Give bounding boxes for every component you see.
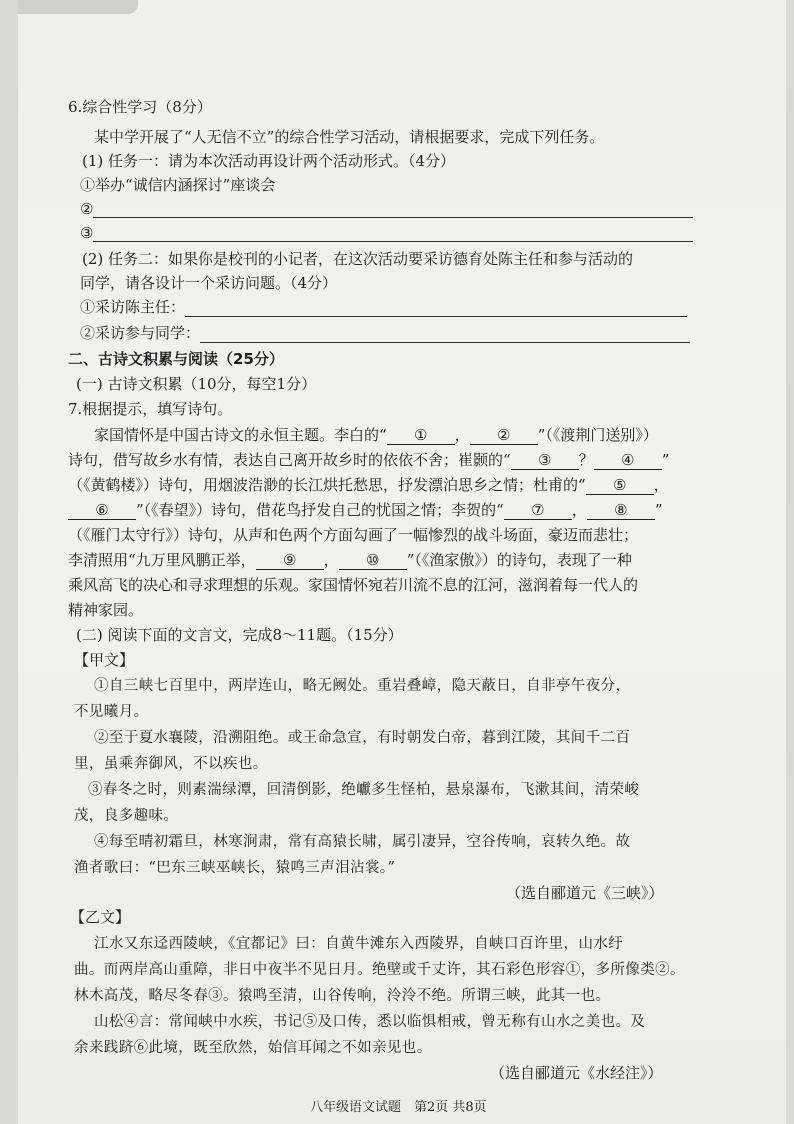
- jia-text-line: ②至于夏水襄陵，沿溯阻绝。或王命急宣，有时朝发白帝，暮到江陵，其间千二百: [94, 730, 631, 746]
- q6-task2-line1: (2) 任务二：如果你是校刊的小记者，在这次活动要采访德育处陈主任和参与活动的: [82, 250, 634, 268]
- poem-blank-10[interactable]: ⑩: [339, 551, 407, 570]
- poem-blank-7[interactable]: ⑦: [504, 501, 572, 520]
- jia-text-line: 不见曦月。: [74, 704, 149, 720]
- jia-text-line: 茂，良多趣味。: [74, 808, 179, 824]
- q6-marker-2: ②: [80, 200, 94, 218]
- q7-line2: 诗句，借写故乡水有情，表达自己离开故乡时的依依不舍；崔颢的“ ③ ？ ④ ”: [68, 451, 670, 469]
- q6-heading: 6.综合性学习（8分）: [68, 98, 212, 116]
- answer-rule: [200, 326, 690, 343]
- q6-marker-3: ③: [80, 224, 94, 242]
- jia-source: （选自郦道元《三峡》）: [506, 884, 664, 902]
- answer-rule: [93, 225, 693, 242]
- section2-heading: 二、古诗文积累与阅读（25分）: [68, 350, 284, 368]
- jia-text-line: 里，虽乘奔御风，不以疾也。: [74, 756, 268, 772]
- q6-answer-line-2[interactable]: [80, 200, 693, 218]
- q7-line4: ⑥ ”（《春望》）诗句，借花鸟抒发自己的忧国之情；李贺的“ ⑦ ， ⑧ ”: [68, 499, 663, 520]
- interview-student-label: ②采访参与同学：: [80, 324, 201, 342]
- interview-director-label: ①采访陈主任：: [80, 298, 186, 316]
- yi-label: 【乙文】: [70, 908, 131, 926]
- yi-text-line: 江水又东迳西陵峡，《宜都记》曰：自黄牛滩东入西陵界，自峡口百许里，山水纡: [94, 936, 624, 952]
- q7-line7: 乘风高飞的决心和寻求理想的乐观。家国情怀宛若川流不息的江河，滋润着每一代人的: [68, 576, 639, 594]
- jia-text-line: ④每至晴初霜旦，林寒涧肃，常有高猿长啸，属引凄异，空谷传响，哀转久绝。故: [94, 834, 631, 850]
- jia-label: 【甲文】: [74, 651, 135, 669]
- page-footer: 八年级语文试题 第2页 共8页: [310, 1100, 487, 1115]
- q6-task2-line2: 同学，请各设计一个采访问题。（4分）: [80, 274, 338, 292]
- poem-blank-1[interactable]: ①: [387, 426, 455, 445]
- jia-text-line: ③春冬之时，则素湍绿潭，回清倒影，绝巘多生怪柏，悬泉瀑布，飞漱其间，清荣峻: [88, 782, 640, 798]
- q7-line6: 李清照用“九万里风鹏正举， ⑨ ， ⑩ ”（《渔家傲》）的诗句，表现了一种: [68, 551, 632, 569]
- q7-line8: 精神家园。: [68, 601, 144, 619]
- poem-blank-2[interactable]: ②: [470, 426, 538, 445]
- poem-blank-4[interactable]: ④: [594, 451, 662, 470]
- poem-blank-8[interactable]: ⑧: [587, 501, 655, 520]
- jia-text-line: 渔者歌曰：“巴东三峡巫峡长，猿鸣三声泪沾裳。”: [74, 860, 396, 876]
- poem-blank-5[interactable]: ⑤: [586, 476, 654, 495]
- q6-interview-director[interactable]: [80, 296, 687, 317]
- q6-task1: (1) 任务一：请为本次活动再设计两个活动形式。（4分）: [82, 152, 456, 170]
- yi-text-line: 曲。而两岸高山重障，非日中夜半不见日月。绝壁或千丈许，其石彩色形容①，多所像类②。: [74, 962, 685, 978]
- answer-rule: [93, 201, 693, 218]
- q7-line3: （《黄鹤楼》）诗句，用烟波浩渺的长江烘托愁思，抒发漂泊思乡之情；杜甫的“ ⑤ ，: [68, 476, 669, 494]
- yi-source: （选自郦道元《水经注》）: [490, 1064, 663, 1082]
- q6-intro: 某中学开展了“人无信不立”的综合性学习活动，请根据要求，完成下列任务。: [94, 128, 605, 146]
- q6-interview-student[interactable]: [80, 322, 690, 343]
- yi-text-line: 山松④言：常闻峡中水疾，书记⑤及口传，悉以临惧相戒，曾无称有山水之美也。及: [94, 1014, 646, 1030]
- yi-text-line: 余来践跻⑥此境，既至欣然，始信耳闻之不如亲见也。: [74, 1040, 432, 1056]
- section2-sub1: (一) 古诗文积累（10分，每空1分）: [76, 375, 317, 393]
- reading-sub2: (二) 阅读下面的文言文，完成8～11题。（15分）: [76, 626, 403, 644]
- q7-heading: 7.根据提示，填写诗句。: [68, 400, 233, 418]
- answer-rule: [185, 300, 687, 317]
- q7-line1: 家国情怀是中国古诗文的永恒主题。李白的“ ① ， ② ”（《渡荆门送别》）: [94, 426, 658, 444]
- q7-line5: （《雁门太守行》）诗句，从声和色两个方面勾画了一幅惨烈的战斗场面，豪迈而悲壮；: [68, 526, 639, 544]
- exam-page: [18, 0, 786, 1124]
- jia-text-line: ①自三峡七百里中，两岸连山，略无阙处。重岩叠嶂，隐天蔽日，自非亭午夜分，: [94, 678, 631, 694]
- q6-answer-line-3[interactable]: [80, 224, 693, 242]
- poem-blank-3[interactable]: ③: [511, 451, 579, 470]
- q6-example: ①举办“诚信内涵探讨”座谈会: [80, 176, 276, 194]
- page-tab-shadow: [18, 0, 138, 14]
- yi-text-line: 林木高茂，略尽冬春③。猿鸣至清，山谷传响，泠泠不绝。所谓三峡，此其一也。: [74, 988, 611, 1004]
- poem-blank-9[interactable]: ⑨: [256, 551, 324, 570]
- poem-blank-6[interactable]: ⑥: [68, 501, 136, 520]
